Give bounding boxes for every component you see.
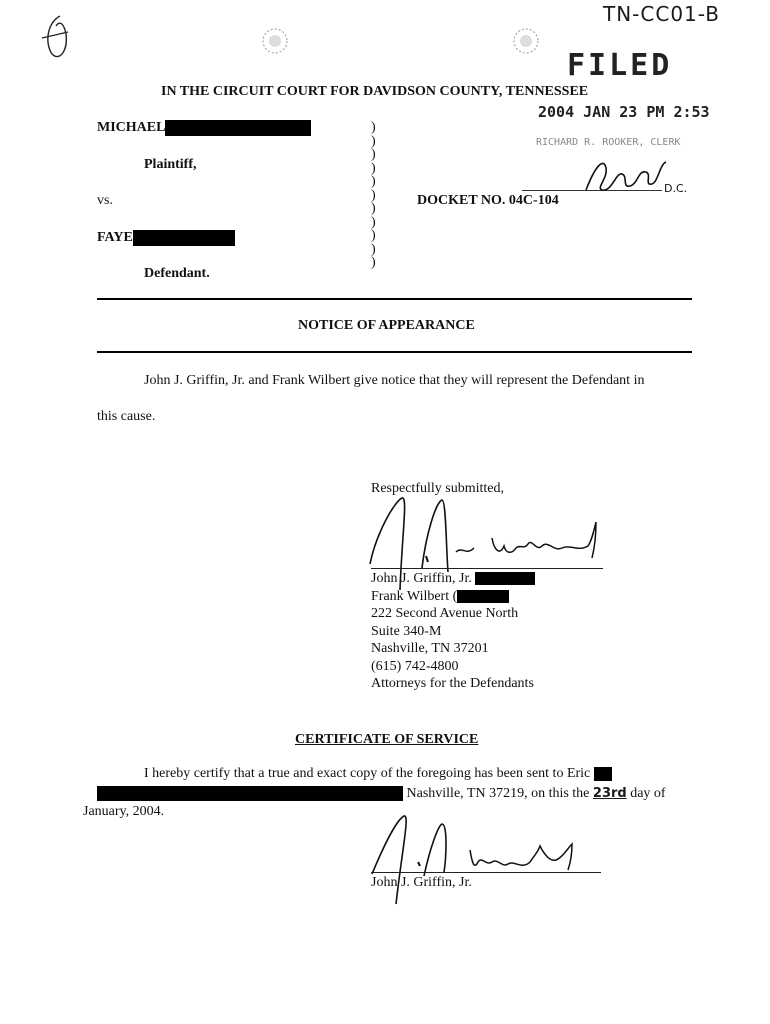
divider-top bbox=[97, 298, 692, 300]
certificate-line-2-end: day of bbox=[630, 786, 666, 801]
certificate-line-2-text: Nashville, TN 37219, on this the bbox=[406, 786, 590, 801]
address-line-3: Nashville, TN 37201 bbox=[371, 641, 489, 656]
signer-1-text: John J. Griffin, Jr. bbox=[371, 571, 472, 586]
redaction-bar bbox=[165, 120, 311, 136]
plaintiff-role: Plaintiff, bbox=[144, 157, 197, 172]
phone-number: (615) 742-4800 bbox=[371, 658, 459, 674]
address-line-1: 222 Second Avenue North bbox=[371, 606, 519, 621]
handwritten-day: 23rd bbox=[592, 786, 627, 801]
document-title: NOTICE OF APPEARANCE bbox=[298, 318, 475, 333]
seal-mark-left bbox=[258, 24, 292, 58]
certificate-line-1-text: I hereby certify that a true and exact copy of the foregoing has been sent to Eric bbox=[144, 766, 591, 781]
redaction-bar bbox=[97, 786, 403, 801]
redaction-bar bbox=[475, 572, 535, 585]
certificate-line-3: January, 2004. bbox=[83, 804, 165, 819]
redaction-bar bbox=[133, 230, 235, 246]
signer-1 bbox=[371, 570, 535, 588]
seal-mark-right bbox=[508, 24, 544, 58]
handwritten-zero-mark bbox=[38, 12, 78, 62]
defendant-name bbox=[97, 230, 235, 246]
docket-number: DOCKET NO. 04C-104 bbox=[417, 193, 559, 208]
defendant-role: Defendant. bbox=[144, 266, 210, 281]
attorney-role: Attorneys for the Defendants bbox=[371, 676, 534, 691]
court-heading: IN THE CIRCUIT COURT FOR DAVIDSON COUNTY, TENNESSEE bbox=[161, 84, 589, 99]
certificate-heading: CERTIFICATE OF SERVICE bbox=[295, 732, 479, 747]
filed-stamp: FILED bbox=[567, 48, 673, 83]
attorney-info bbox=[371, 570, 535, 693]
signature-line bbox=[371, 568, 603, 569]
divider-bottom bbox=[97, 351, 692, 353]
filed-datetime: 2004 JAN 23 PM 2:53 bbox=[538, 103, 710, 121]
versus-label: vs. bbox=[97, 193, 113, 208]
certificate-signature-line bbox=[371, 872, 601, 873]
signer-2 bbox=[371, 588, 535, 606]
defendant-name-text: FAYE bbox=[97, 230, 133, 246]
certificate-line-2 bbox=[97, 786, 666, 802]
handwritten-case-mark: TN-CC01-B bbox=[603, 2, 720, 26]
redaction-bar bbox=[594, 767, 612, 781]
redaction-bar bbox=[457, 590, 509, 603]
certificate-signer: John J. Griffin, Jr. bbox=[371, 875, 472, 890]
signer-2-text: Frank Wilbert ( bbox=[371, 588, 458, 604]
clerk-name: RICHARD R. ROOKER, CLERK bbox=[536, 137, 681, 148]
plaintiff-name-text: MICHAEL bbox=[97, 120, 166, 136]
clerk-signature bbox=[582, 154, 672, 196]
certificate-line-1 bbox=[144, 766, 674, 782]
body-line-2: this cause. bbox=[97, 409, 156, 424]
address-line-2: Suite 340-M bbox=[371, 623, 442, 639]
caption-parens: ) ) ) ) ) ) ) ) ) ) ) bbox=[371, 120, 376, 270]
clerk-dc-label: D.C. bbox=[664, 182, 688, 195]
plaintiff-name bbox=[97, 120, 311, 136]
closing-text: Respectfully submitted, bbox=[371, 481, 504, 496]
body-line-1: John J. Griffin, Jr. and Frank Wilbert give notice that they will represent the Defendant in bbox=[144, 373, 645, 388]
certificate-signature bbox=[366, 810, 596, 910]
